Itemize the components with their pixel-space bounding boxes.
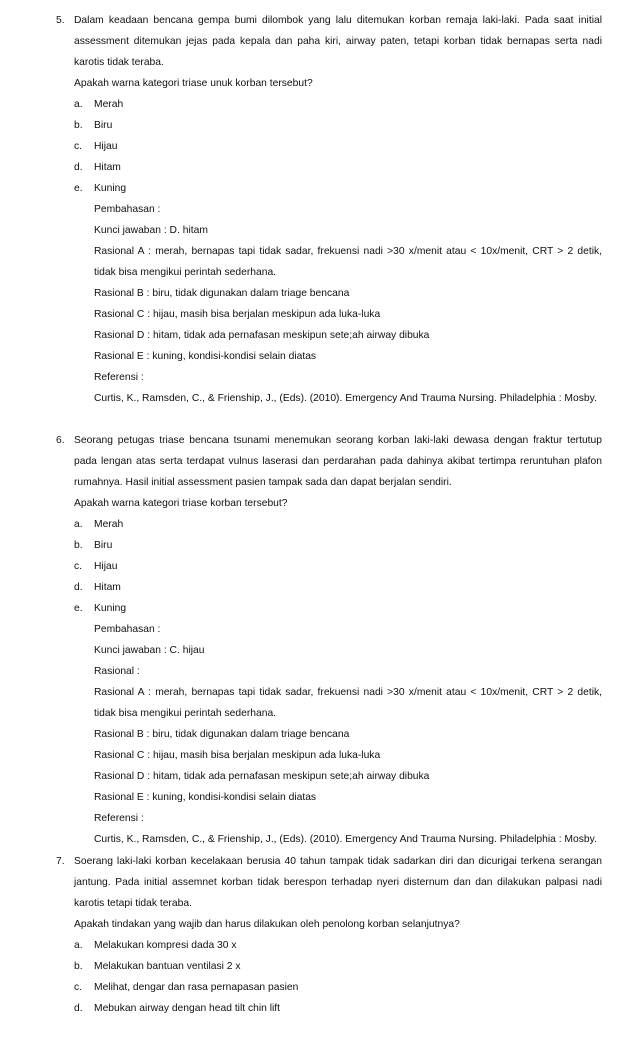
question-number: 6. [56, 435, 65, 446]
question-prompt-text: Apakah warna kategori triase unuk korban tersebut? [74, 78, 313, 89]
option-letter: d. [74, 1003, 83, 1014]
question-stem-text: Soerang laki-laki korban kecelakaan berusia 40 tahun tampak tidak sadarkan diri dan dicurigai terkena serangan jantung. Pada initial assemnet korban tidak berespon terhadap nyeri disternum dan dan dilakukan palpasi nadi karotis tetapi tidak teraba. [74, 856, 602, 909]
option-letter: d. [74, 162, 83, 173]
option-letter: b. [74, 120, 83, 131]
rationale-e: Rasional E : kuning, kondisi-kondisi selain diatas [94, 351, 317, 362]
question-stem-text: Dalam keadaan bencana gempa bumi dilombok yang lalu ditemukan korban remaja laki-laki. Pada saat initial assessment ditemukan jejas pada kepala dan paha kiri, airway paten, tetapi korban tidak bernapas serta nadi karotis tidak teraba. [74, 15, 602, 68]
option-letter: c. [74, 561, 83, 572]
option-letter: c. [74, 982, 83, 993]
question-stem [0, 851, 638, 914]
option-b [0, 115, 638, 136]
discussion-heading: Pembahasan : [94, 624, 161, 635]
option-c [0, 556, 638, 577]
option-letter: e. [74, 183, 83, 194]
option-a [0, 94, 638, 115]
option-text: Kuning [94, 603, 127, 614]
question-prompt [0, 914, 638, 935]
option-text: Melakukan bantuan ventilasi 2 x [94, 961, 241, 972]
rationale-d: Rasional D : hitam, tidak ada pernafasan meskipun sete;ah airway dibuka [94, 771, 430, 782]
option-text: Hijau [94, 141, 118, 152]
option-b [0, 956, 638, 977]
rationale-heading: Rasional : [94, 666, 140, 677]
option-e [0, 178, 638, 199]
question-7 [0, 851, 638, 1019]
rationale-d: Rasional D : hitam, tidak ada pernafasan meskipun sete;ah airway dibuka [94, 330, 430, 341]
rationale-c: Rasional C : hijau, masih bisa berjalan meskipun ada luka-luka [94, 750, 381, 761]
option-d [0, 998, 638, 1019]
option-text: Melakukan kompresi dada 30 x [94, 940, 237, 951]
option-letter: d. [74, 582, 83, 593]
reference-heading: Referensi : [94, 372, 144, 383]
option-text: Hitam [94, 162, 121, 173]
option-letter: a. [74, 519, 83, 530]
option-text: Hitam [94, 582, 121, 593]
reference-citation: Curtis, K., Ramsden, C., & Frienship, J., (Eds). (2010). Emergency And Trauma Nursing. Philadelphia : Mosby. [94, 393, 597, 404]
option-d [0, 157, 638, 178]
option-letter: a. [74, 99, 83, 110]
option-letter: e. [74, 603, 83, 614]
question-prompt-text: Apakah warna kategori triase korban tersebut? [74, 498, 288, 509]
answer-key: Kunci jawaban : C. hijau [94, 645, 205, 656]
rationale-a: Rasional A : merah, bernapas tapi tidak sadar, frekuensi nadi >30 x/menit atau < 10x/menit, CRT > 2 detik, tidak bisa mengikui perintah sederhana. [94, 687, 602, 719]
reference-heading: Referensi : [94, 813, 144, 824]
option-c [0, 136, 638, 157]
question-prompt [0, 493, 638, 514]
discussion [0, 199, 638, 409]
answer-key: Kunci jawaban : D. hitam [94, 225, 208, 236]
question-5 [0, 10, 638, 409]
question-stem [0, 430, 638, 493]
option-d [0, 577, 638, 598]
question-prompt-text: Apakah tindakan yang wajib dan harus dilakukan oleh penolong korban selanjutnya? [74, 919, 460, 930]
option-text: Kuning [94, 183, 127, 194]
option-text: Biru [94, 120, 113, 131]
option-text: Biru [94, 540, 113, 551]
discussion-heading: Pembahasan : [94, 204, 161, 215]
option-text: Merah [94, 99, 124, 110]
question-number: 7. [56, 856, 65, 867]
option-a [0, 935, 638, 956]
option-c [0, 977, 638, 998]
rationale-c: Rasional C : hijau, masih bisa berjalan meskipun ada luka-luka [94, 309, 381, 320]
option-text: Melihat, dengar dan rasa pernapasan pasien [94, 982, 299, 993]
option-letter: c. [74, 141, 83, 152]
discussion [0, 619, 638, 850]
option-e [0, 598, 638, 619]
option-a [0, 514, 638, 535]
question-prompt [0, 73, 638, 94]
rationale-e: Rasional E : kuning, kondisi-kondisi selain diatas [94, 792, 317, 803]
option-letter: b. [74, 961, 83, 972]
question-stem [0, 10, 638, 73]
rationale-b: Rasional B : biru, tidak digunakan dalam triage bencana [94, 288, 350, 299]
option-letter: b. [74, 540, 83, 551]
option-text: Hijau [94, 561, 118, 572]
question-6 [0, 430, 638, 850]
option-b [0, 535, 638, 556]
question-number: 5. [56, 15, 65, 26]
rationale-a: Rasional A : merah, bernapas tapi tidak sadar, frekuensi nadi >30 x/menit atau < 10x/menit, CRT > 2 detik, tidak bisa mengikui perintah sederhana. [94, 246, 602, 278]
option-letter: a. [74, 940, 83, 951]
option-text: Mebukan airway dengan head tilt chin lift [94, 1003, 281, 1014]
question-stem-text: Seorang petugas triase bencana tsunami menemukan seorang korban laki-laki dewasa dengan fraktur tertutup pada lengan atas serta terdapat vulnus laserasi dan perdarahan pada dahinya akibat tertimpa reruntuhan plafon rumahnya. Hasil initial assessment pasien tampak sada dan dapat berjalan sendiri. [74, 435, 602, 488]
reference-citation: Curtis, K., Ramsden, C., & Frienship, J., (Eds). (2010). Emergency And Trauma Nursing. Philadelphia : Mosby. [94, 834, 597, 845]
rationale-b: Rasional B : biru, tidak digunakan dalam triage bencana [94, 729, 350, 740]
option-text: Merah [94, 519, 124, 530]
